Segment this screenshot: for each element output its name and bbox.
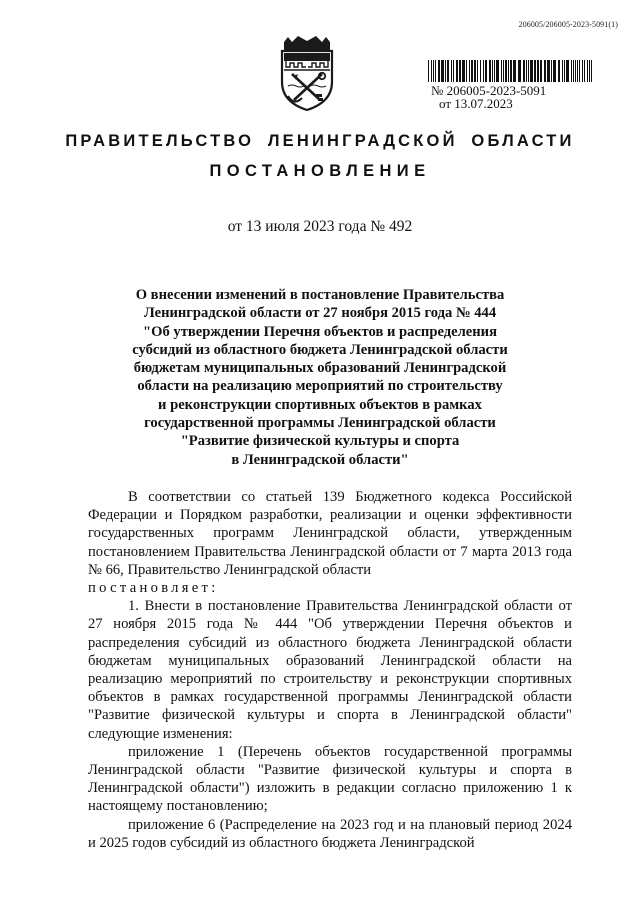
- subject-line: государственной программы Ленинградской области: [144, 415, 496, 432]
- subject-line: бюджетам муниципальных образований Ленинградской: [133, 360, 507, 377]
- subject-line: Ленинградской области от 27 ноября 2015 года № 444: [143, 305, 497, 322]
- preamble-paragraph: В соответствии со статьей 139 Бюджетного кодекса Российской Федерации и Порядком разработки, реализации и оценки эффективности государственных программ Ленинградской области, утвержденным постановлением Правительства Ленинградской области от 7 марта 2013 года № 66, Правительство Ленинградской области: [88, 489, 572, 578]
- subject-line: "Об утверждении Перечня объектов и распределения: [143, 323, 497, 340]
- appendix-6-paragraph: приложение 6 (Распределение на 2023 год и на плановый период 2024 и 2025 годов субсидий из областного бюджета Ленинградской: [88, 816, 572, 851]
- registration-date: от 13.07.2023: [439, 96, 513, 111]
- registration-number: № 206005-2023-5091: [431, 83, 547, 98]
- appendix-1-paragraph: приложение 1 (Перечень объектов государственной программы Ленинградской области "Развитие физической культуры и спорта в Ленинградской области") изложить в редакции согласно приложению 1 к настоящему постановлению;: [88, 743, 572, 815]
- item-1-paragraph: 1. Внести в постановление Правительства Ленинградской области от 27 ноября 2015 года № 444 "Об утверждении Перечня объектов и распределения субсидий из областного бюджета Ленинградской области бюджетам муниципальных образований Ленинградской области на реализацию мероприятий по строительству и реконструкции спортивных объектов в рамках государственной программы Ленинградской области "Развитие физической культуры и спорта в Ленинградской области" следующие изменения:: [88, 598, 572, 742]
- government-title: ПРАВИТЕЛЬСТВО ЛЕНИНГРАДСКОЙ ОБЛАСТИ: [65, 132, 575, 150]
- registry-code: 206005/206005-2023-5091(1): [518, 20, 618, 29]
- document-kind: ПОСТАНОВЛЕНИЕ: [209, 162, 431, 180]
- subject-line: субсидий из областного бюджета Ленинградской области: [132, 341, 508, 358]
- subject-line: "Развитие физической культуры и спорта: [180, 433, 460, 450]
- resolves-word: постановляет:: [88, 580, 219, 597]
- coat-of-arms-icon: [274, 36, 340, 112]
- document-subject: [130, 286, 510, 469]
- subject-line: области на реализацию мероприятий по строительству: [137, 378, 503, 395]
- subject-line: О внесении изменений в постановление Правительства: [135, 287, 505, 303]
- document-body: [88, 488, 572, 852]
- subject-line: и реконструкции спортивных объектов в рамках: [158, 396, 482, 413]
- barcode-icon: [428, 60, 594, 82]
- document-date: от 13 июля 2023 года № 492: [227, 218, 413, 235]
- subject-line: в Ленинградской области": [231, 451, 409, 468]
